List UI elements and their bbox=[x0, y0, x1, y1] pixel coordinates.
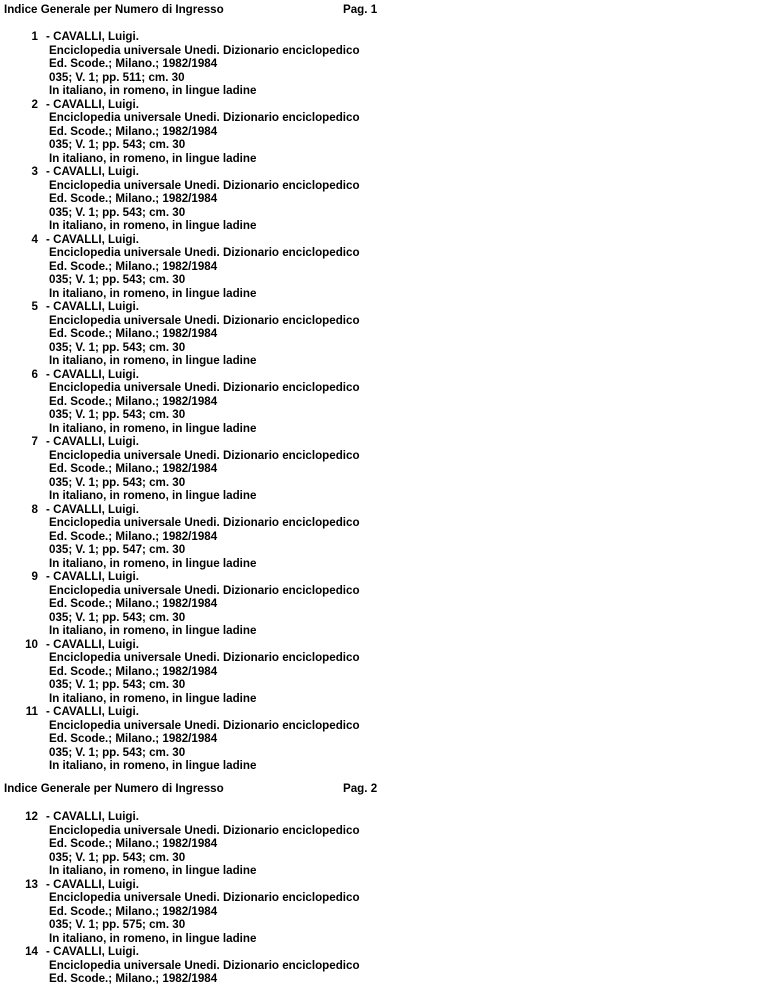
entry-number: 9 bbox=[31, 570, 38, 583]
entry-title: Enciclopedia universale Unedi. Dizionario enciclopedico bbox=[49, 178, 360, 192]
entry-publisher: Ed. Scode.; Milano.; 1982/1984 bbox=[49, 462, 218, 475]
entry-title: Enciclopedia universale Unedi. Dizionario enciclopedico bbox=[49, 958, 360, 972]
entry-note: In italiano, in romeno, in lingue ladine bbox=[49, 354, 257, 367]
entry-physical: 035; V. 1; pp. 543; cm. 30 bbox=[49, 678, 186, 691]
entry-number: 3 bbox=[31, 165, 38, 178]
index-entry bbox=[0, 638, 768, 706]
entry-title: Enciclopedia universale Unedi. Dizionario enciclopedico bbox=[49, 516, 360, 529]
entry-physical: 035; V. 1; pp. 543; cm. 30 bbox=[49, 273, 186, 286]
entry-physical: 035; V. 1; pp. 575; cm. 30 bbox=[49, 918, 186, 931]
entry-author: - CAVALLI, Luigi. bbox=[46, 810, 139, 823]
entry-note: In italiano, in romeno, in lingue ladine bbox=[49, 691, 257, 705]
page-header bbox=[0, 782, 768, 798]
entry-note: In italiano, in romeno, in lingue ladine bbox=[49, 624, 257, 637]
entry-author: - CAVALLI, Luigi. bbox=[46, 877, 139, 891]
entry-title: Enciclopedia universale Unedi. Dizionario enciclopedico bbox=[49, 651, 360, 664]
entry-author: - CAVALLI, Luigi. bbox=[46, 637, 139, 651]
index-entry bbox=[0, 705, 768, 773]
entry-physical: 035; V. 1; pp. 543; cm. 30 bbox=[49, 850, 186, 864]
entry-title: Enciclopedia universale Unedi. Dizionario enciclopedico bbox=[49, 891, 360, 904]
index-entry bbox=[0, 368, 768, 436]
entry-author: - CAVALLI, Luigi. bbox=[46, 367, 139, 381]
entry-note: In italiano, in romeno, in lingue ladine bbox=[49, 84, 257, 97]
entry-note: In italiano, in romeno, in lingue ladine bbox=[49, 931, 257, 945]
entry-publisher: Ed. Scode.; Milano.; 1982/1984 bbox=[49, 972, 218, 985]
page-header bbox=[0, 3, 768, 19]
entry-publisher: Ed. Scode.; Milano.; 1982/1984 bbox=[49, 597, 218, 610]
entry-number: 5 bbox=[31, 300, 38, 313]
entry-physical: 035; V. 1; pp. 543; cm. 30 bbox=[49, 408, 186, 421]
index-entry bbox=[0, 570, 768, 638]
entry-author: - CAVALLI, Luigi. bbox=[46, 232, 139, 246]
entry-publisher: Ed. Scode.; Milano.; 1982/1984 bbox=[49, 124, 218, 138]
entry-author: - CAVALLI, Luigi. bbox=[46, 300, 139, 313]
page-number: Pag. 1 bbox=[343, 3, 378, 16]
entry-note: In italiano, in romeno, in lingue ladine bbox=[49, 759, 257, 772]
entry-publisher: Ed. Scode.; Milano.; 1982/1984 bbox=[49, 327, 218, 340]
page-number: Pag. 2 bbox=[343, 782, 378, 795]
entry-publisher: Ed. Scode.; Milano.; 1982/1984 bbox=[49, 192, 218, 205]
entry-number: 4 bbox=[31, 232, 38, 246]
index-entry bbox=[0, 435, 768, 503]
entry-author: - CAVALLI, Luigi. bbox=[46, 705, 139, 718]
entry-note: In italiano, in romeno, in lingue ladine bbox=[49, 286, 257, 300]
index-entry bbox=[0, 878, 768, 946]
entry-publisher: Ed. Scode.; Milano.; 1982/1984 bbox=[49, 259, 218, 273]
entry-physical: 035; V. 1; pp. 543; cm. 30 bbox=[49, 205, 186, 219]
entry-title: Enciclopedia universale Unedi. Dizionario enciclopedico bbox=[49, 583, 360, 597]
entry-title: Enciclopedia universale Unedi. Dizionario enciclopedico bbox=[49, 448, 360, 462]
entry-number: 12 bbox=[25, 810, 38, 823]
entry-number: 10 bbox=[25, 637, 38, 651]
entry-title: Enciclopedia universale Unedi. Dizionario enciclopedico bbox=[49, 43, 360, 57]
entry-physical: 035; V. 1; pp. 543; cm. 30 bbox=[49, 745, 186, 759]
entry-publisher: Ed. Scode.; Milano.; 1982/1984 bbox=[49, 837, 218, 850]
entry-number: 11 bbox=[25, 705, 38, 718]
entry-number: 14 bbox=[25, 945, 38, 958]
index-entry bbox=[0, 165, 768, 233]
index-entry bbox=[0, 810, 768, 878]
index-entry bbox=[0, 300, 768, 368]
entry-author: - CAVALLI, Luigi. bbox=[46, 30, 139, 43]
index-entry bbox=[0, 98, 768, 166]
index-entry bbox=[0, 945, 768, 986]
entry-publisher: Ed. Scode.; Milano.; 1982/1984 bbox=[49, 394, 218, 408]
entry-author: - CAVALLI, Luigi. bbox=[46, 502, 139, 516]
entry-note: In italiano, in romeno, in lingue ladine bbox=[49, 219, 257, 232]
entry-physical: 035; V. 1; pp. 543; cm. 30 bbox=[49, 610, 186, 624]
entry-number: 7 bbox=[31, 435, 38, 448]
entry-title: Enciclopedia universale Unedi. Dizionario enciclopedico bbox=[49, 718, 360, 732]
entry-title: Enciclopedia universale Unedi. Dizionario enciclopedico bbox=[49, 313, 360, 327]
entry-author: - CAVALLI, Luigi. bbox=[46, 435, 139, 448]
entry-title: Enciclopedia universale Unedi. Dizionario enciclopedico bbox=[49, 823, 360, 837]
entry-title: Enciclopedia universale Unedi. Dizionario enciclopedico bbox=[49, 246, 360, 259]
entry-author: - CAVALLI, Luigi. bbox=[46, 97, 139, 111]
entry-publisher: Ed. Scode.; Milano.; 1982/1984 bbox=[49, 732, 218, 745]
entry-publisher: Ed. Scode.; Milano.; 1982/1984 bbox=[49, 664, 218, 678]
entry-author: - CAVALLI, Luigi. bbox=[46, 165, 139, 178]
index-entry bbox=[0, 30, 768, 98]
entry-publisher: Ed. Scode.; Milano.; 1982/1984 bbox=[49, 904, 218, 918]
index-entry bbox=[0, 233, 768, 301]
entry-number: 8 bbox=[31, 502, 38, 516]
entry-physical: 035; V. 1; pp. 543; cm. 30 bbox=[49, 138, 186, 151]
entry-note: In italiano, in romeno, in lingue ladine bbox=[49, 864, 257, 877]
index-entry bbox=[0, 503, 768, 571]
entry-publisher: Ed. Scode.; Milano.; 1982/1984 bbox=[49, 57, 218, 70]
entry-note: In italiano, in romeno, in lingue ladine bbox=[49, 556, 257, 570]
entry-note: In italiano, in romeno, in lingue ladine bbox=[49, 151, 257, 165]
entry-publisher: Ed. Scode.; Milano.; 1982/1984 bbox=[49, 529, 218, 543]
entry-physical: 035; V. 1; pp. 547; cm. 30 bbox=[49, 543, 186, 556]
entry-note: In italiano, in romeno, in lingue ladine bbox=[49, 489, 257, 502]
entry-number: 2 bbox=[31, 97, 38, 111]
entry-physical: 035; V. 1; pp. 543; cm. 30 bbox=[49, 340, 186, 354]
entry-physical: 035; V. 1; pp. 543; cm. 30 bbox=[49, 475, 186, 489]
entry-author: - CAVALLI, Luigi. bbox=[46, 945, 139, 958]
header-title: Indice Generale per Numero di Ingresso bbox=[4, 3, 224, 16]
entry-number: 6 bbox=[31, 367, 38, 381]
header-title: Indice Generale per Numero di Ingresso bbox=[4, 782, 224, 795]
entry-title: Enciclopedia universale Unedi. Dizionario enciclopedico bbox=[49, 111, 360, 124]
entry-note: In italiano, in romeno, in lingue ladine bbox=[49, 421, 257, 435]
entry-title: Enciclopedia universale Unedi. Dizionario enciclopedico bbox=[49, 381, 360, 394]
entry-physical: 035; V. 1; pp. 511; cm. 30 bbox=[49, 70, 185, 84]
entry-author: - CAVALLI, Luigi. bbox=[46, 570, 139, 583]
entry-number: 13 bbox=[25, 877, 38, 891]
entry-number: 1 bbox=[31, 30, 38, 43]
